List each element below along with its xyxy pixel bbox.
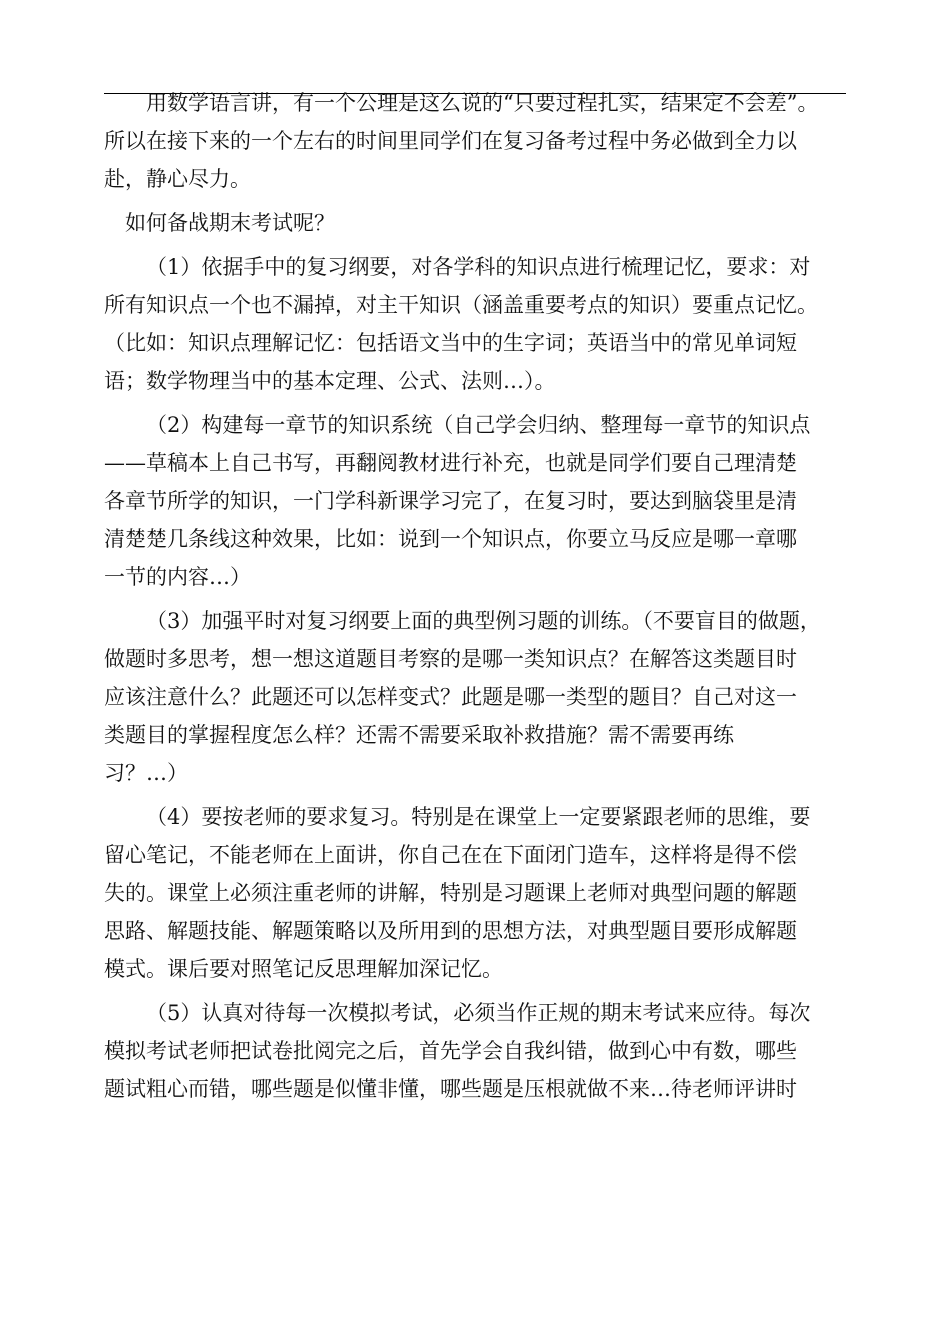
paragraph-intro: [104, 84, 844, 198]
text-line: 题试粗心而错，哪些题是似懂非懂，哪些题是压根就做不来…待老师评讲时: [104, 1077, 797, 1101]
text-line: 失的。课堂上必须注重老师的讲解，特别是习题课上老师对典型问题的解题: [104, 881, 797, 905]
text-line: 所有知识点一个也不漏掉，对主干知识（涵盖重要考点的知识）要重点记忆。: [104, 293, 818, 317]
paragraph-item-4: [104, 798, 844, 988]
text-line: 模拟考试老师把试卷批阅完之后，首先学会自我纠错，做到心中有数，哪些: [104, 1039, 797, 1063]
text-line: 赴，静心尽力。: [104, 167, 251, 191]
document-body: [104, 84, 844, 1108]
text-line: 思路、解题技能、解题策略以及所用到的思想方法，对典型题目要形成解题: [104, 919, 797, 943]
text-line: ——草稿本上自己书写，再翻阅教材进行补充，也就是同学们要自己理清楚: [104, 451, 797, 475]
text-line: （1）依据手中的复习纲要，对各学科的知识点进行梳理记忆，要求：对: [146, 255, 811, 279]
paragraph-item-5: [104, 994, 844, 1108]
paragraph-item-3: [104, 602, 844, 792]
text-line: （2）构建每一章节的知识系统（自己学会归纳、整理每一章节的知识点: [146, 413, 811, 437]
text-line: 一节的内容…）: [104, 565, 251, 589]
text-line: 应该注意什么？此题还可以怎样变式？此题是哪一类型的题目？自己对这一: [104, 685, 797, 709]
text-line: 类题目的掌握程度怎么样？还需不需要采取补救措施？需不需要再练: [104, 723, 734, 747]
paragraph-item-2: [104, 406, 844, 596]
text-line: 所以在接下来的一个左右的时间里同学们在复习备考过程中务必做到全力以: [104, 129, 797, 153]
text-line: 各章节所学的知识，一门学科新课学习完了，在复习时，要达到脑袋里是清: [104, 489, 797, 513]
text-line: 如何备战期末考试呢？: [125, 211, 335, 235]
text-line: （4）要按老师的要求复习。特别是在课堂上一定要紧跟老师的思维，要: [146, 805, 811, 829]
text-line: （5）认真对待每一次模拟考试，必须当作正规的期末考试来应待。每次: [146, 1001, 811, 1025]
text-line: 语；数学物理当中的基本定理、公式、法则…）。: [104, 369, 556, 393]
text-line: （3）加强平时对复习纲要上面的典型例习题的训练。（不要盲目的做题，: [146, 609, 821, 633]
paragraph-question: [104, 204, 844, 242]
text-line: 留心笔记，不能老师在上面讲，你自己在在下面闭门造车，这样将是得不偿: [104, 843, 797, 867]
text-line: 清楚楚几条线这种效果，比如：说到一个知识点，你要立马反应是哪一章哪: [104, 527, 797, 551]
paragraph-item-1: [104, 248, 844, 400]
text-line: 做题时多思考，想一想这道题目考察的是哪一类知识点？在解答这类题目时: [104, 647, 797, 671]
text-line: 用数学语言讲，有一个公理是这么说的“只要过程扎实，结果定不会差”。: [146, 91, 819, 115]
text-line: （比如：知识点理解记忆：包括语文当中的生字词；英语当中的常见单词短: [104, 331, 797, 355]
text-line: 模式。课后要对照笔记反思理解加深记忆。: [104, 957, 503, 981]
text-line: 习？…）: [104, 761, 188, 785]
